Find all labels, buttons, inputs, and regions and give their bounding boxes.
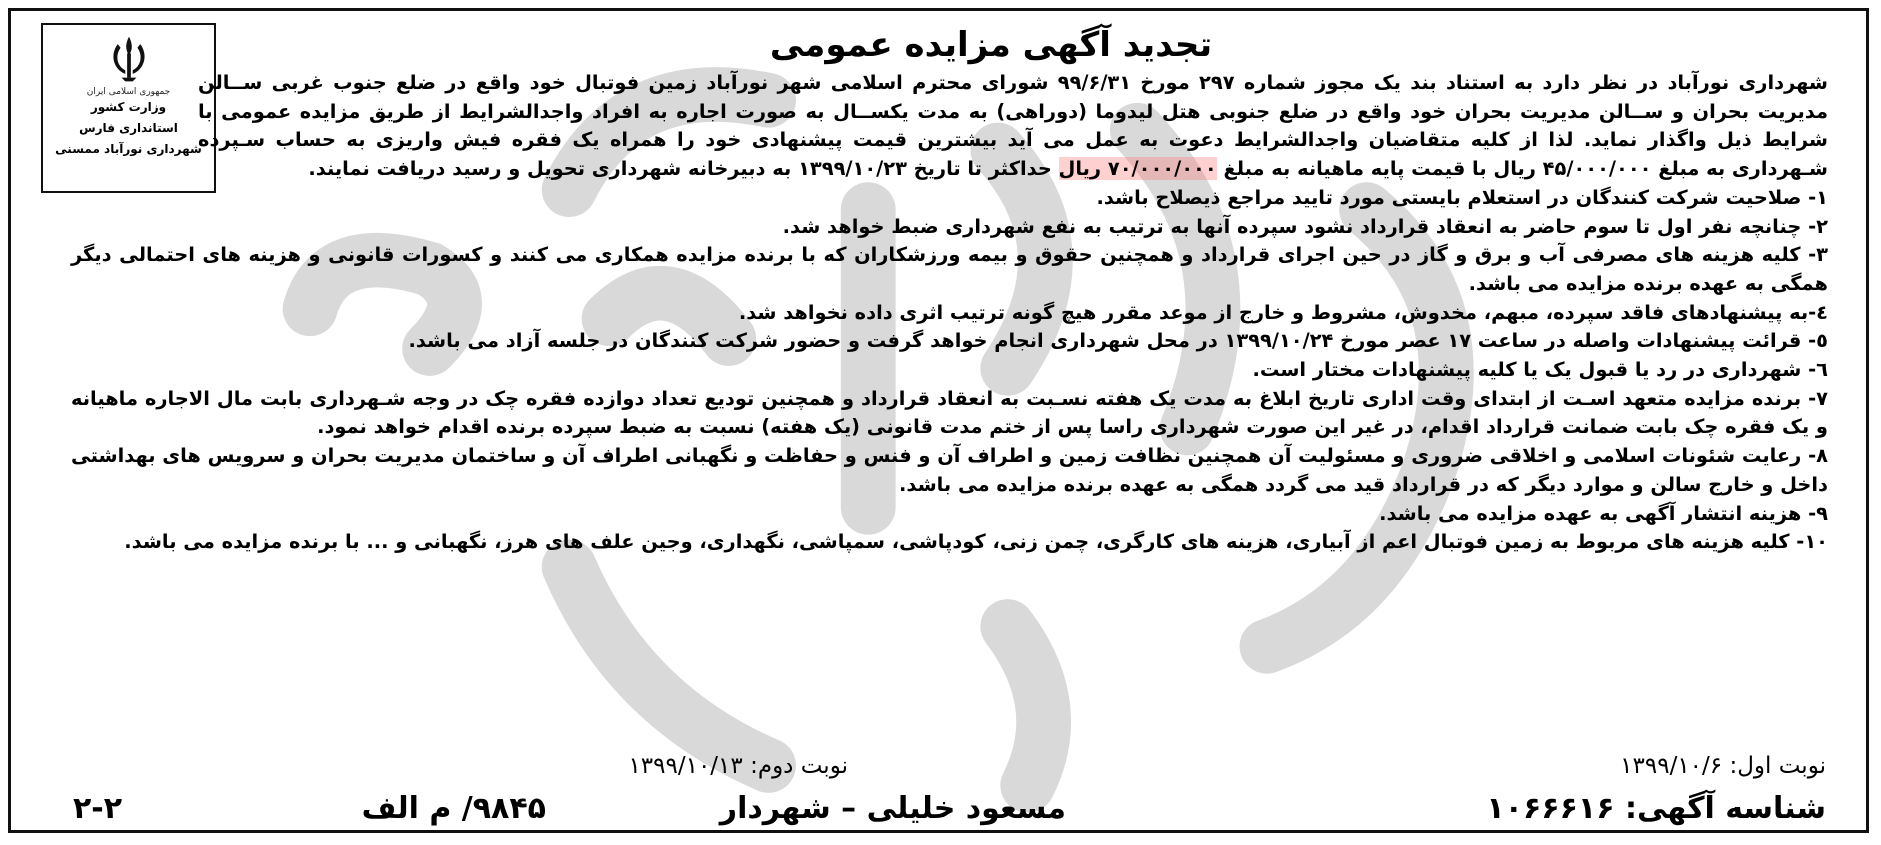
page-indicator: ۲-۲ xyxy=(73,791,123,826)
org-ministry: وزارت کشور xyxy=(90,100,167,114)
second-publication-date: نوبت دوم: ۱۳۹۹/۱۰/۱۳ xyxy=(628,753,848,779)
conditions-list xyxy=(71,184,1828,557)
notice-frame xyxy=(8,8,1869,833)
condition-item: ٤-به پیشنهادهای فاقد سپرده، مبهم، مخدوش، مشروط و خارج از موعد مقرر هیچ گونه ترتیب اثری داده نخواهد شد. xyxy=(738,300,1828,324)
condition-item: ۱- صلاحیت شرکت کنندگان در استعلام بایستی مورد تایید مراجع ذیصلاح باشد. xyxy=(1096,185,1828,209)
condition-item: ۹- هزینه انتشار آگهی به عهده مزایده می باشد. xyxy=(1379,501,1828,525)
signer-name: مسعود خلیلی – شهردار xyxy=(719,791,1066,826)
first-publication-date: نوبت اول: ۱۳۹۹/۱۰/۶ xyxy=(1620,753,1826,779)
base-price-highlight: ۷۰/۰۰۰/۰۰۰ ریال xyxy=(1058,157,1217,181)
condition-item: ٦- شهرداری در رد یا قبول یک یا کلیه پیشنهادات مختار است. xyxy=(1252,358,1828,382)
notice-title: تجدید آگهی مزایده عمومی xyxy=(769,25,1213,65)
emblem-caption: جمهوری اسلامی ایران xyxy=(86,87,171,97)
condition-item: ۱۰- کلیه هزینه های مربوط به زمین فوتبال اعم از آبیاری، هزینه های کارگری، چمن زنی، کودپاشی، سمپاشی، نگهداری، وجین علف های هرز، نگهبانی و ... با برنده مزایده می باشد. xyxy=(124,530,1828,554)
condition-item: ۲- چنانچه نفر اول تا سوم حاضر به انعقاد قرارداد نشود سپرده آنها به ترتیب به نفع شهرداری ضبط خواهد شد. xyxy=(782,214,1828,238)
notice-body xyxy=(71,69,1828,557)
org-municipality: شهرداری نورآباد ممسنی xyxy=(55,142,202,156)
org-governorate: استانداری فارس xyxy=(79,121,178,135)
intro-part1: شهرداری نورآباد در نظر دارد به استناد بند یک مجوز شماره ۲۹۷ مورخ ۹۹/۶/۳۱ شورای محترم اسلامی شهر نورآباد زمین فوتبال خود واقع در ضلع جنوب غربی ســالن مدیریت بحران و ســالن مدیریت بحران خود واقع در ضلع جنوبی هتل لیدوما (دوراهی) به مدت یکســال به صورت اجاره به افراد واجدالشرایط از طریق مزایده عمومی با شرایط ذیل واگذار نماید. لذا از کلیه متقاضیان واجدالشرایط دعوت به عمل می آید بیشترین قیمت پیشنهادی خود را همراه یک فقره فیش واریزی به حساب سـپرده شـهرداری به مبلغ ۴۵/۰۰۰/۰۰۰ ریال با قیمت پایه ماهیانه به مبلغ xyxy=(198,71,1828,181)
condition-item: ۳- کلیه هزینه های مصرفی آب و برق و گاز در حین اجرای قرارداد و همچنین حقوق و بیمه ورزشکاران که با برنده مزایده همکاری می کنند و کسورات قانونی و هزینه های احتمالی دیگر همگی به عهده برنده مزایده می باشد. xyxy=(71,243,1828,295)
intro-part2: حداکثر تا تاریخ ۱۳۹۹/۱۰/۲۳ به دبیرخانه شهرداری تحویل و رسید دریافت نمایند. xyxy=(308,157,1059,181)
reference-code: ۹۸۴۵/ م الف xyxy=(361,791,546,826)
ad-id: شناسه آگهی: ۱۰۶۶۶۱۶ xyxy=(1486,791,1826,826)
condition-item: ۷- برنده مزایده متعهد اسـت از ابتدای وقت اداری تاریخ ابلاغ به مدت یک هفته نسـبت به انعقاد قرارداد و همچنین تودیع تعداد دوازده فقره چک در وجه شـهرداری بابت مال الاجاره ماهیانه و یک فقره چک بابت ضمانت قرارداد اقدام، در غیر این صورت شهرداری راسا پس از ختم مدت قانونی (یک هفته) نسبت به ضبط سپرده برنده اقدام خواهد نمود. xyxy=(71,386,1828,439)
notice-footer xyxy=(51,791,1826,831)
intro-paragraph xyxy=(198,69,1828,184)
condition-item: ٥- قرائت پیشنهادات واصله در ساعت ۱۷ عصر مورخ ۱۳۹۹/۱۰/۲۴ در محل شهرداری انجام خواهد گرفت و حضور شرکت کنندگان در جلسه آزاد می باشد. xyxy=(408,329,1828,353)
condition-item: ۸- رعایت شئونات اسلامی و اخلاقی ضروری و مسئولیت آن همچنین نظافت زمین و اطراف آن و فنس و حفاظت و نگهبانی اطراف آن و ساختمان مدیریت بحران و سرویس های بهداشتی داخل و خارج سالن و موارد دیگر که در قرارداد قید می گردد همگی به عهده برنده مزایده می باشد. xyxy=(71,444,1828,496)
